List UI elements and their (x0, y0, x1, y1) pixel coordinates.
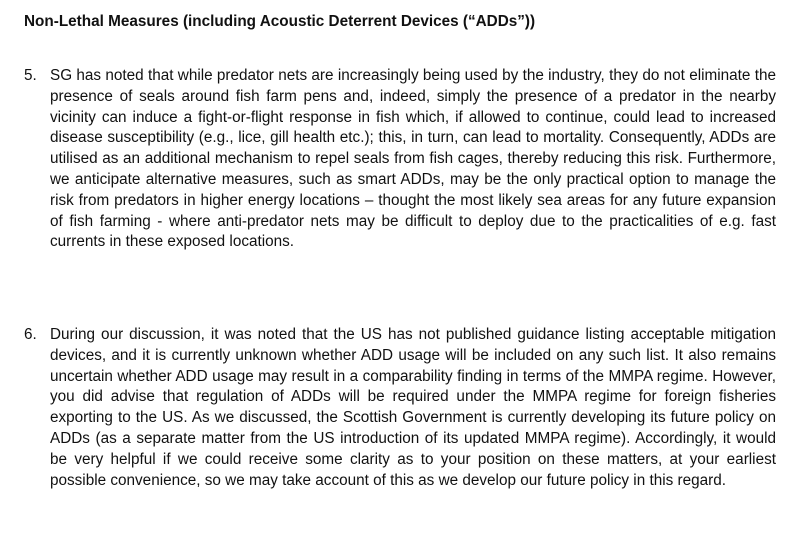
paragraph-5 (24, 66, 776, 253)
section-heading: Non-Lethal Measures (including Acoustic Deterrent Devices (“ADDs”)) (24, 13, 536, 30)
paragraph-text: SG has noted that while predator nets are increasingly being used by the industry, they do not eliminate the presence of seals around fish farm pens and, indeed, simply the presence of a predator in the nearby vicinity can induce a fight-or-flight response in fish which, if allowed to continue, could lead to increased disease susceptibility (e.g., lice, gill health etc.); this, in turn, can lead to mortality. Consequently, ADDs are utilised as an additional mechanism to repel seals from fish cages, thereby reducing this risk. Furthermore, we anticipate alternative measures, such as smart ADDs, may be the only practical option to manage the risk from predators in higher energy locations – thought the most likely sea areas for any future expansion of fish farming - where anti-predator nets may be difficult to deploy due to the practicalities of e.g. fast currents in these exposed locations. (50, 67, 776, 251)
paragraph-text: During our discussion, it was noted that the US has not published guidance listing acceptable mitigation devices, and it is currently unknown whether ADD usage will be included on any such list. It also remains uncertain whether ADD usage may result in a comparability finding in terms of the MMPA regime. However, you did advise that regulation of ADDs will be required under the MMPA regime for foreign fisheries exporting to the US. As we discussed, the Scottish Government is currently developing its future policy on ADDs (as a separate matter from the US introduction of its updated MMPA regime). Accordingly, it would be very helpful if we could receive some clarity as to your position on these matters, at your earliest possible convenience, so we may take account of this as we develop our future policy in this regard. (50, 326, 776, 489)
paragraph-6 (24, 325, 776, 491)
paragraph-number: 6. (24, 326, 37, 343)
paragraph-number: 5. (24, 67, 37, 84)
